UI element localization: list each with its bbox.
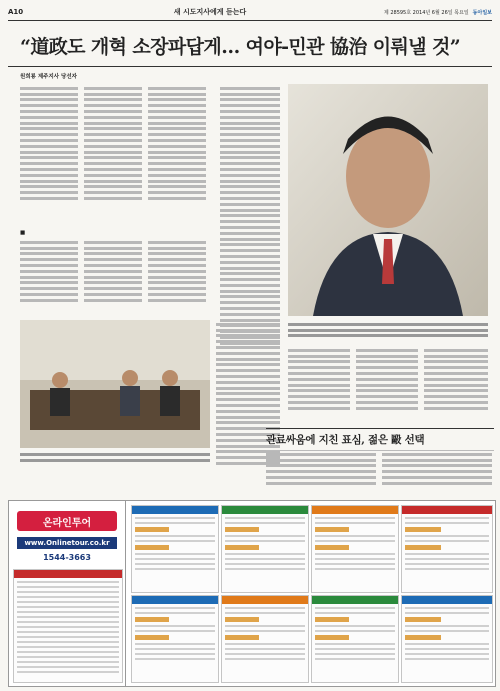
body-column-11 [424, 346, 488, 424]
body-column-7 [148, 238, 206, 316]
ad-listing-6 [221, 595, 309, 683]
ad-listing-7 [311, 595, 399, 683]
body-column-1 [20, 84, 78, 224]
ad-listing-2 [221, 505, 309, 593]
ad-listing-5 [131, 595, 219, 683]
body-column-6 [84, 238, 142, 316]
ad-listing-3 [311, 505, 399, 593]
article-subhead: 원희룡 제주지사 당선자 [20, 74, 77, 80]
side-heading-1: ■ [20, 230, 26, 236]
body-column-3 [148, 84, 206, 224]
page-header [8, 6, 492, 18]
travel-advertisement [8, 500, 496, 687]
ad-logo: 온라인투어 [17, 511, 117, 531]
article-headline: “道政도 개혁 소장파답게… 여야-민관 協治 이뤄낼 것” [20, 36, 461, 58]
body-column-10 [356, 346, 418, 424]
headline-rule [8, 66, 492, 67]
body-column-13 [382, 450, 492, 496]
ad-listing-1 [131, 505, 219, 593]
ad-listing-left [13, 569, 123, 683]
body-column-9 [288, 346, 350, 424]
body-column-2 [84, 84, 142, 224]
ad-listing-8 [401, 595, 493, 683]
ad-listing-4 [401, 505, 493, 593]
body-column-12 [266, 450, 376, 496]
body-column-5 [20, 238, 78, 316]
header-rule [8, 20, 492, 21]
meeting-caption [20, 450, 210, 464]
date-line: 제 28595호 2014년 6월 26일 목요일 동아일보 [383, 9, 492, 16]
ad-url: www.Onlinetour.co.kr [17, 537, 117, 549]
portrait-caption [288, 320, 488, 342]
paper-name: 동아일보 [472, 9, 492, 16]
box-heading: 관료싸움에 지친 표심, 젊은 毆 선택 [266, 428, 494, 451]
page-number: A10 [8, 8, 24, 16]
section-title: 새 시도지사에게 듣는다 [173, 8, 247, 16]
ad-brand-panel [9, 501, 126, 686]
portrait-photo [288, 84, 488, 316]
meeting-photo [20, 320, 210, 448]
ad-phone: 1544-3663 [43, 553, 91, 562]
